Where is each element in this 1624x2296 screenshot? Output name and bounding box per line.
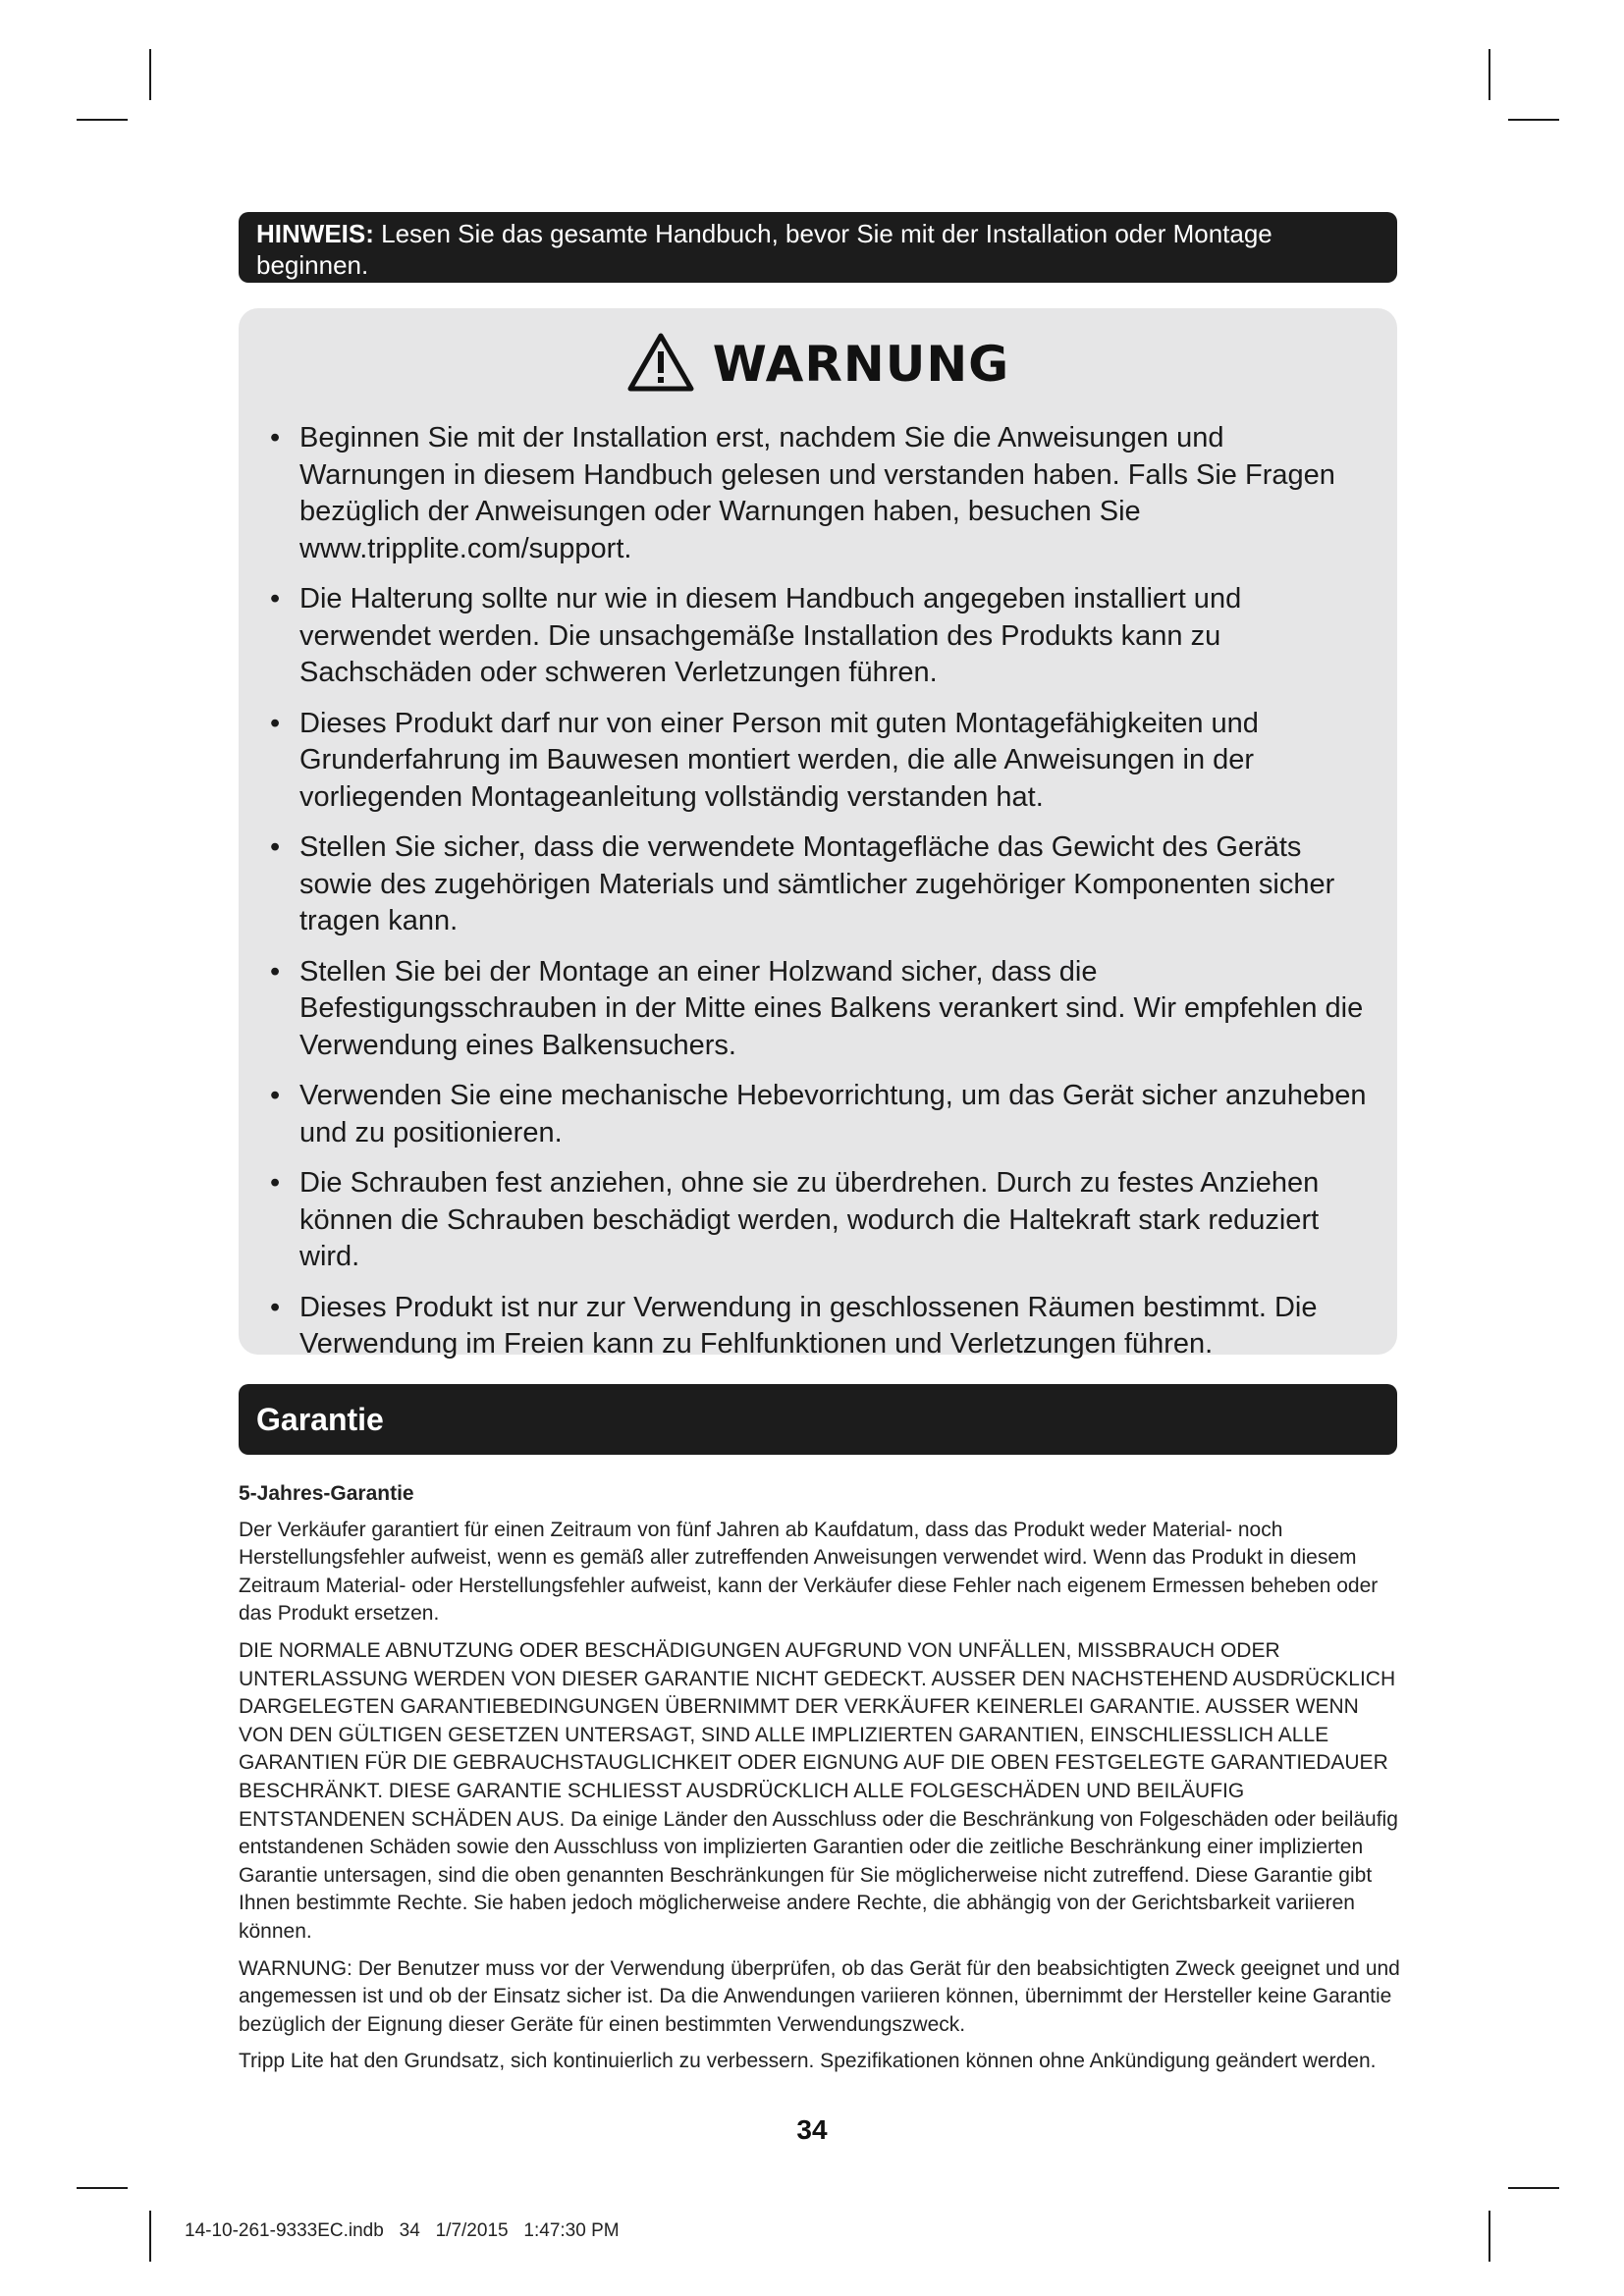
warning-list (239, 420, 1397, 1377)
notice-text: Lesen Sie das gesamte Handbuch, bevor Sie mit der Installation oder Montage beginnen. (256, 219, 1272, 280)
crop-mark-top-right-horizontal (1508, 119, 1559, 121)
warning-item: • Stellen Sie sicher, dass die verwendete Montagefläche das Gewicht des Geräts sowie des zugehörigen Materials und sämtlicher zugehöriger Komponenten sicher tragen kann. (239, 829, 1397, 940)
warranty-paragraph: DIE NORMALE ABNUTZUNG ODER BESCHÄDIGUNGEN AUFGRUND VON UNFÄLLEN, MISSBRAUCH ODER UNTERLASSUNG WERDEN VON DIESER GARANTIE NICHT GEDECKT. AUSSER DEN NACHSTEHEND AUSDRÜCKLICH DARGELEGTEN GARANTIEBEDINGUNGEN ÜBERNIMMT DER VERKÄUFER KEINERLEI GARANTIE. AUSSER WENN VON DEN GÜLTIGEN GESETZEN UNTERSAGT, SIND ALLE IMPLIZIERTEN GARANTIEN, EINSCHLIESSLICH ALLE GARANTIEN FÜR DIE GEBRAUCHSTAUGLICHKEIT ODER EIGNUNG AUF DIE OBEN FESTGELEGTE GARANTIEDAUER BESCHRÄNKT. DIESE GARANTIE SCHLIESST AUSDRÜCKLICH ALLE FOLGESCHÄDEN UND BEILÄUFIG ENTSTANDENEN SCHÄDEN AUS. Da einige Länder den Ausschluss oder die Beschränkung von Folgeschäden oder beiläufig entstandenen Schäden sowie den Ausschluss von implizierten Garantien oder die zeitliche Beschränkung einer implizierten Garantie untersagen, sind die oben genannten Beschränkungen für Sie möglicherweise nicht zutreffend. Diese Garantie gibt Ihnen bestimmte Rechte. Sie haben jedoch möglicherweise andere Rechte, die abhängig von der Gerichtsbarkeit variieren können. (239, 1638, 1398, 1943)
warning-triangle-icon (626, 332, 695, 398)
crop-mark-bottom-right-vertical (1489, 2211, 1490, 2262)
crop-mark-top-left-horizontal (77, 119, 128, 121)
print-slug: 14-10-261-9333EC.indb 34 1/7/2015 1:47:30 PM (185, 2220, 620, 2241)
warning-header (239, 330, 1397, 399)
crop-mark-top-right-vertical (1489, 49, 1490, 100)
crop-mark-top-left-vertical (149, 49, 151, 100)
warranty-paragraph: WARNUNG: Der Benutzer muss vor der Verwendung überprüfen, ob das Gerät für den beabsichtigten Zweck geeignet und und angemessen ist und ob der Einsatz sicher ist. Da die Anwendungen variieren können, übernimmt der Hersteller keine Garantie bezüglich der Eignung dieser Geräte für einen bestimmten Verwendungszweck. (239, 1956, 1400, 2036)
notice-label: HINWEIS: (256, 219, 374, 248)
warning-item: • Beginnen Sie mit der Installation erst, nachdem Sie die Anweisungen und Warnungen in diesem Handbuch gelesen und verstanden haben. Falls Sie Fragen bezüglich der Anweisungen oder Warnungen haben, besuchen Sie www.tripplite.com/support. (239, 420, 1397, 567)
warning-item: • Dieses Produkt ist nur zur Verwendung in geschlossenen Räumen bestimmt. Die Verwendung im Freien kann zu Fehlfunktionen und Verletzungen führen. (239, 1290, 1397, 1363)
page-number: 34 (796, 2114, 828, 2145)
warranty-body (239, 1480, 1403, 2085)
warranty-paragraph: Tripp Lite hat den Grundsatz, sich kontinuierlich zu verbessern. Spezifikationen können ohne Ankündigung geändert werden. (239, 2050, 1377, 2073)
warning-item: • Die Schrauben fest anziehen, ohne sie zu überdrehen. Durch zu festes Anziehen können die Schrauben beschädigt werden, wodurch die Haltekraft stark reduziert wird. (239, 1165, 1397, 1276)
warning-item: • Dieses Produkt darf nur von einer Person mit guten Montagefähigkeiten und Grunderfahrung im Bauwesen montiert werden, die alle Anweisungen in der vorliegenden Montageanleitung vollständig verstanden hat. (239, 706, 1397, 817)
warning-box (239, 308, 1397, 1360)
crop-mark-bottom-right-horizontal (1508, 2187, 1559, 2189)
warning-item: • Stellen Sie bei der Montage an einer Holzwand sicher, dass die Befestigungsschrauben in der Mitte eines Balkens verankert sind. Wir empfehlen die Verwendung eines Balkensuchers. (239, 954, 1397, 1065)
warranty-title: Garantie (256, 1402, 384, 1437)
warning-item: • Die Halterung sollte nur wie in diesem Handbuch angegeben installiert und verwendet werden. Die unsachgemäße Installation des Produkts kann zu Sachschäden oder schweren Verletzungen führen. (239, 581, 1397, 692)
crop-mark-bottom-left-horizontal (77, 2187, 128, 2189)
warranty-heading-bar (239, 1384, 1397, 1455)
warning-item: • Verwenden Sie eine mechanische Hebevorrichtung, um das Gerät sicher anzuheben und zu positionieren. (239, 1078, 1397, 1151)
crop-mark-bottom-left-vertical (149, 2211, 151, 2262)
notice-bar (239, 212, 1397, 283)
warranty-paragraph: Der Verkäufer garantiert für einen Zeitraum von fünf Jahren ab Kaufdatum, dass das Produkt weder Material- noch Herstellungsfehler aufweist, wenn es gemäß aller zutreffenden Anweisungen verwendet wird. Wenn das Produkt in diesem Zeitraum Material- oder Herstellungsfehler aufweist, kann der Verkäufer diese Fehler nach eigenem Ermessen beheben oder das Produkt ersetzen. (239, 1518, 1379, 1626)
warning-title: WARNUNG (712, 336, 1010, 393)
warranty-subtitle: 5-Jahres-Garantie (239, 1482, 414, 1505)
